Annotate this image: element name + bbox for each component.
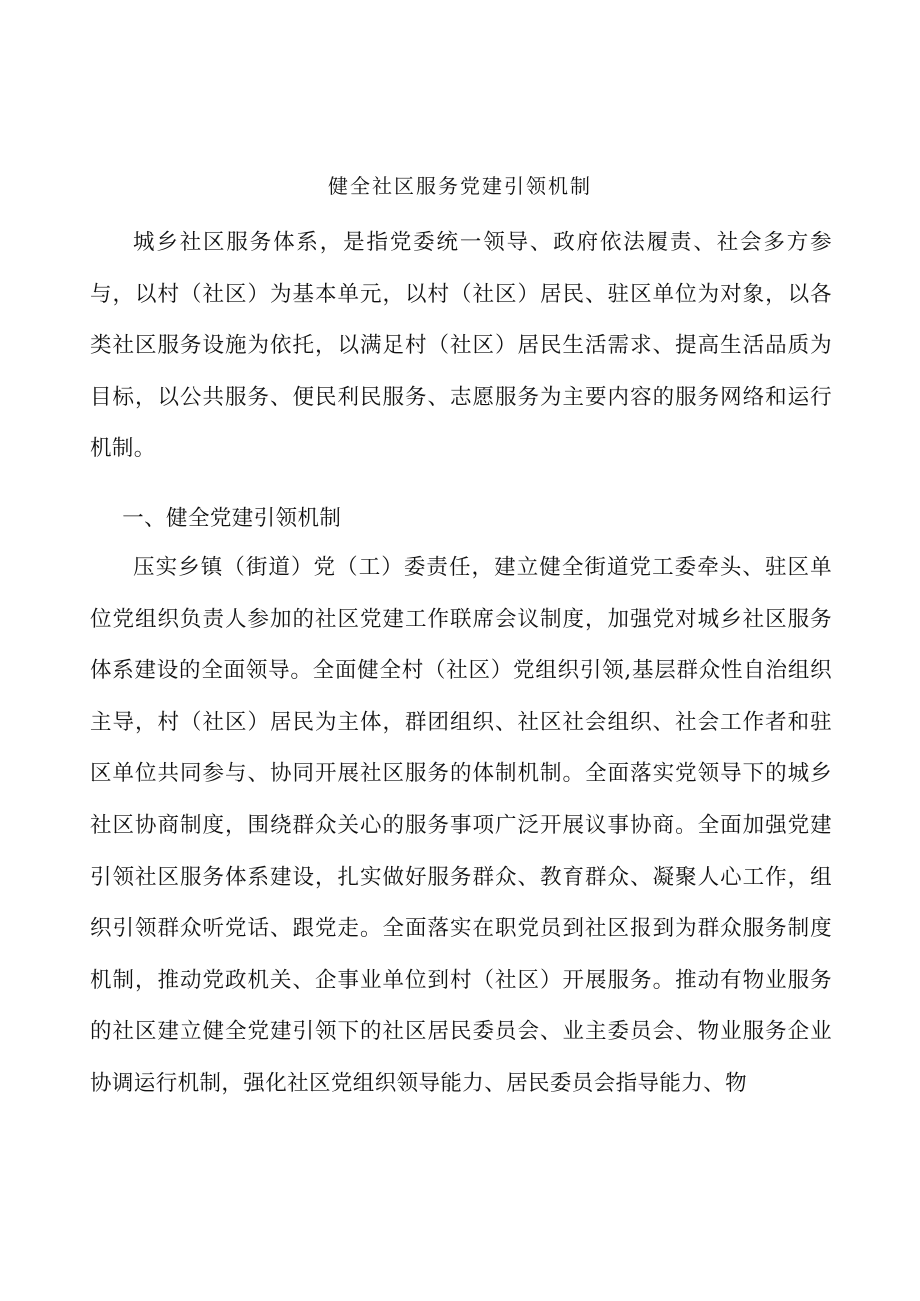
intro-paragraph: 城乡社区服务体系，是指党委统一领导、政府依法履责、社会多方参与，以村（社区）为基本单元，以村（社区）居民、驻区单位为对象，以各类社区服务设施为依托，以满足村（社区）居民生活需求、提高生活品质为目标，以公共服务、便民利民服务、志愿服务为主要内容的服务网络和运行机制。 (90, 230, 832, 462)
document-title: 健全社区服务党建引领机制 (328, 174, 592, 198)
section-paragraph: 压实乡镇（街道）党（工）委责任，建立健全街道党工委牵头、驻区单位党组织负责人参加的社区党建工作联席会议制度，加强党对城乡社区服务体系建设的全面领导。全面健全村（社区）党组织引领,基层群众性自治组织主导，村（社区）居民为主体，群团组织、社区社会组织、社会工作者和驻区单位共同参与、协同开展社区服务的体制机制。全面落实党领导下的城乡社区协商制度，围绕群众关心的服务事项广泛开展议事协商。全面加强党建引领社区服务体系建设，扎实做好服务群众、教育群众、凝聚人心工作，组织引领群众听党话、跟党走。全面落实在职党员到社区报到为群众服务制度机制，推动党政机关、企事业单位到村（社区）开展服务。推动有物业服务的社区建立健全党建引领下的社区居民委员会、业主委员会、物业服务企业协调运行机制，强化社区党组织领导能力、居民委员会指导能力、物 (90, 555, 832, 1096)
section-heading: 一、健全党建引领机制 (122, 506, 342, 531)
